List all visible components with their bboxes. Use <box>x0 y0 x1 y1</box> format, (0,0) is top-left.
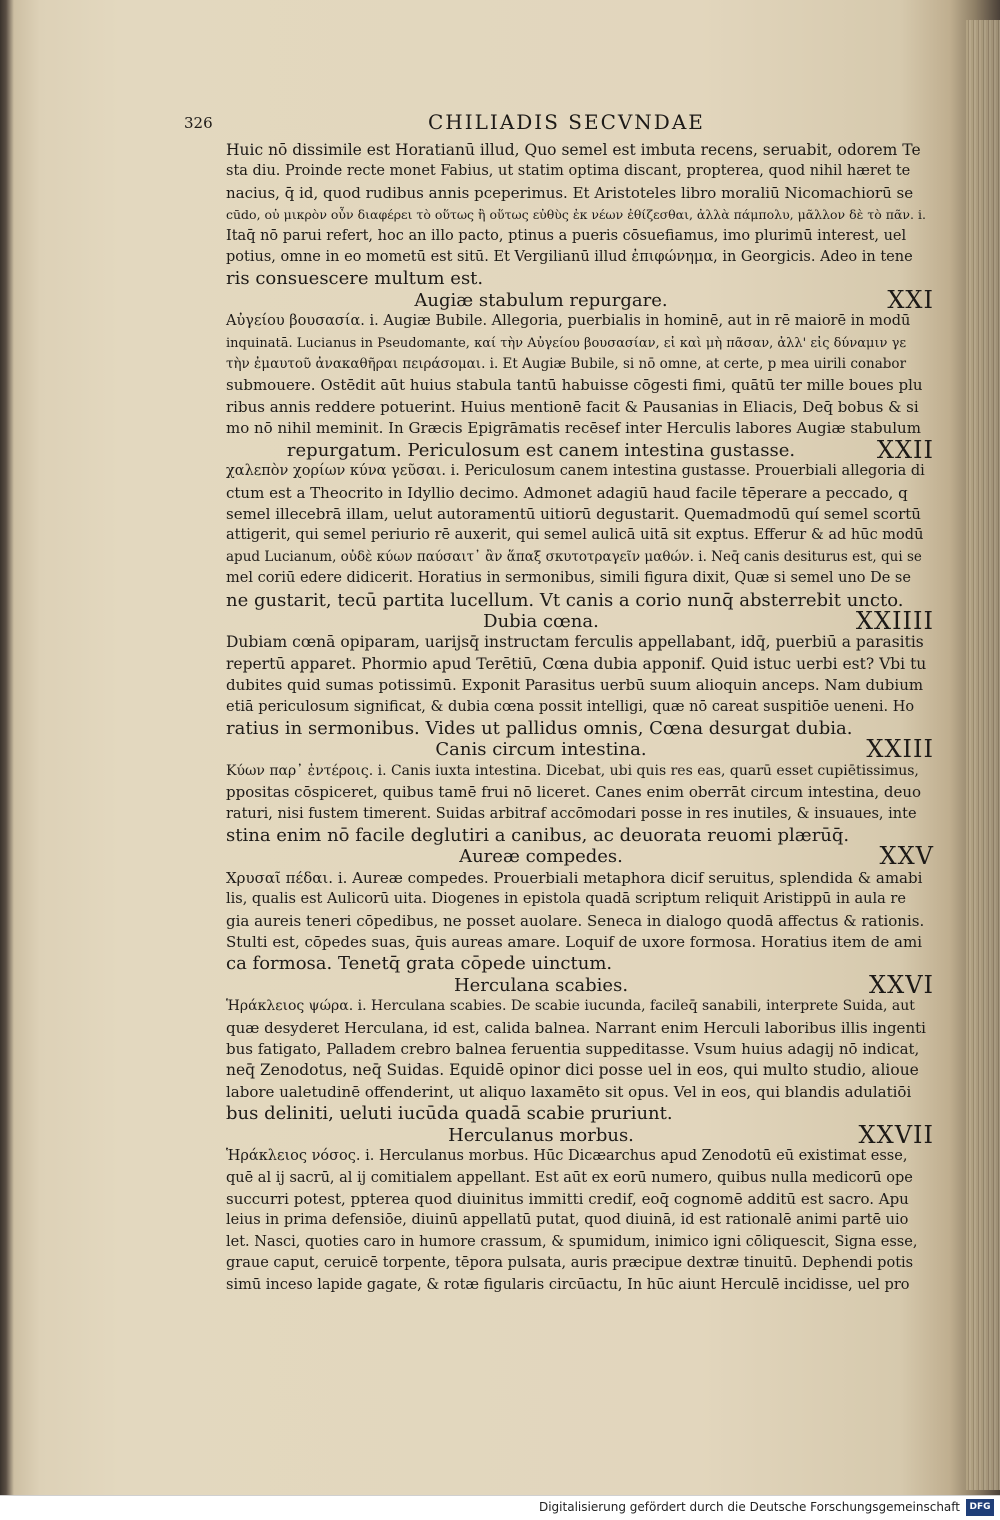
adage-heading <box>226 435 934 464</box>
dfg-logo: DFG <box>966 1499 994 1516</box>
footer-credit: Digitalisierung gefördert durch die Deutsche Forschungsgemeinschaft <box>538 1500 960 1514</box>
text-line: bus deliniti, ueluti iucūda quadā scabie pruriunt. <box>226 1103 673 1125</box>
text-line: mo nō nihil meminit. In Græcis Epigrāmatis recēsef inter Herculis labores Augiæ stabulum <box>226 419 921 438</box>
text-line: ris consuescere multum est. <box>226 268 484 290</box>
text-line: cūdo, οὐ μικρὸν οὖν διαφέρει τὸ οὕτως ἢ οὕτως εὐθὺς ἐκ νέων ἐθίζεσθαι, ἀλλὰ πάμπολυ, μᾶλλον δὲ τὸ πᾶν. i. <box>226 207 926 223</box>
adage-number: XXII <box>876 435 934 464</box>
adage-title: Herculana scabies. <box>453 974 629 996</box>
text-line: χαλεπὸν χορίων κύνα γεῦσαι. i. Periculosum canem intestina gustasse. Prouerbiali allegoria di <box>226 463 925 480</box>
text-line: mel coriū edere didicerit. Horatius in sermonibus, simili figura dixit, Quæ si semel uno De se <box>226 570 911 587</box>
footer-bar <box>0 1495 1000 1520</box>
text-line: ne gustarit, tecū partita lucellum. Vt canis a corio nunq̄ absterrebit uncto. <box>226 589 904 611</box>
paragraph <box>226 868 926 975</box>
text-line: let. Nasci, quoties caro in humore crassum, & spumidum, inimico igni cōliquescit, Signa esse, <box>226 1233 918 1250</box>
adage-number: XXVII <box>858 1120 934 1149</box>
text-line: τὴν ἐμαυτοῦ ἀνακαθῆραι πειράσομαι. i. Et Augiæ Bubile, si nō omne, at certe, p mea uirili conabor <box>226 356 907 373</box>
adage-heading <box>226 606 934 635</box>
text-line: inquinatā. Lucianus in Pseudomante, καί τὴν Αὐγείου βουσασίαν, εἰ καὶ μὴ πᾶσαν, ἀλλ' εἰς δύναμιν γε <box>226 335 907 351</box>
text-line: quæ desyderet Herculana, id est, calida balnea. Narrant enim Herculi laboribus illis ingenti <box>226 1018 926 1037</box>
paragraph <box>226 632 926 739</box>
adage-number: XXIIII <box>855 606 934 635</box>
text-line: bus fatigato, Palladem crebro balnea feruentia suppeditasse. Vsum huius adagij nō indicat, <box>226 1040 920 1059</box>
body-text <box>226 140 934 1296</box>
text-line: Κύων παρ᾽ ἐντέροις. i. Canis iuxta intestina. Dicebat, ubi quis res eas, quarū esset cupiētissimus, <box>226 762 919 779</box>
adage-heading <box>226 1120 934 1149</box>
book-leaf-edge <box>966 20 1000 1490</box>
text-line: ctum est a Theocrito in Idyllio decimo. Admonet adagiū haud facile tēperare a peccado, q <box>226 483 908 502</box>
text-line: Itaq̄ nō parui refert, hoc an illo pacto, ptinus a pueris cōsuefiamus, imo plurimū interest, uel <box>226 227 907 244</box>
text-line: Ἡράκλειος νόσος. i. Herculanus morbus. Hūc Dicæarchus apud Zenodotū eū existimat esse, <box>226 1148 908 1165</box>
running-head <box>184 100 938 140</box>
adage-number: XXVI <box>869 970 934 999</box>
adage-heading <box>226 285 934 314</box>
adage-title: Aureæ compedes. <box>459 846 623 868</box>
adage-heading <box>226 970 934 999</box>
paragraph <box>226 140 926 290</box>
text-line: raturi, nisi fustem timerent. Suidas arbitraf accōmodari posse in res inutiles, & insuaues, inte <box>226 805 917 822</box>
text-line: potius, omne in eo mometū est sitū. Et Vergilianū illud ἐπιφώνημα, in Georgicis. Adeo in tene <box>226 249 913 266</box>
text-line: etiā periculosum significat, & dubia cœna possit intelligi, quæ nō careat suspitiōe ueneni. Ho <box>226 698 915 715</box>
text-line: Dubiam cœnā opiparam, uarijsq̄ instructam ferculis appellabant, idq̄, puerbiū a parasitis <box>226 633 924 652</box>
text-line: Stulti est, cōpedes suas, q̄uis aureas amare. Loquif de uxore formosa. Horatius item de ami <box>226 933 923 952</box>
printed-page <box>184 100 938 1495</box>
text-line: ribus annis reddere potuerint. Huius mentionē facit & Pausanias in Eliacis, Deq̄ bobus & si <box>226 397 919 416</box>
text-line: dubites quid sumas potissimū. Exponit Parasitus uerbū suum alioquin anceps. Nam dubium <box>226 676 924 695</box>
text-line: graue caput, ceruicē torpente, tēpora pulsata, auris præcipue dextræ tinuitū. Dephendi potis <box>226 1255 914 1272</box>
paragraph <box>226 996 926 1124</box>
text-line: Huic nō dissimile est Horatianū illud, Quo semel est imbuta recens, seruabit, odorem Te <box>226 141 921 159</box>
text-line: labore ualetudinē offenderint, ut aliquo laxamēto sit opus. Vel in eos, qui blandis adulatiōi <box>226 1082 912 1101</box>
text-line: quē al ij sacrū, al ij comitialem appellant. Est aūt ex eorū numero, quibus nulla medicorū ope <box>226 1169 913 1186</box>
adage-title: Canis circum intestina. <box>435 739 647 761</box>
text-line: ca formosa. Tenetq̄ grata cōpede uinctum. <box>226 953 613 975</box>
text-line: leius in prima defensiōe, diuinū appellatū putat, quod diuinā, id est rationalē animi partē uio <box>226 1212 909 1229</box>
adage-number: XXI <box>887 285 934 314</box>
adage-title: repurgatum. Periculosum est canem intestina gustasse. <box>286 439 796 461</box>
adage-title: Augiæ stabulum repurgare. <box>414 289 668 311</box>
text-line: Χρυσαῖ πέδαι. i. Aureæ compedes. Prouerbiali metaphora dicif seruitus, splendida & amabi <box>226 868 923 887</box>
paragraph <box>226 311 926 439</box>
text-line: attigerit, qui semel periurio rē auxerit, qui semel aulicā uitā sit exptus. Efferur & ad hūc modū <box>226 527 924 544</box>
page-title: CHILIADIS SECVNDAE <box>428 110 705 134</box>
text-line: lis, qualis est Aulicorū uita. Diogenes in epistola quadā scriptum reliquit Aristippū in aula re <box>226 891 906 908</box>
text-line: neq̄ Zenodotus, neq̄ Suidas. Equidē opinor dici posse uel in eos, qui multo studio, alioue <box>226 1061 919 1080</box>
adage-heading <box>226 735 934 764</box>
text-line: gia aureis teneri cōpedibus, ne posset auolare. Seneca in dialogo quodā affectus & rationis. <box>226 911 925 930</box>
text-line: Ἡράκλειος ψώρα. i. Herculana scabies. De scabie iucunda, facileq̄ sanabili, interprete Suida, aut <box>226 998 915 1015</box>
text-line: ppositas cōspiceret, quibus tamē frui nō liceret. Canes enim oberrāt circum intestina, deuo <box>226 783 922 802</box>
text-line: submouere. Ostēdit aūt huius stabula tantū habuisse cōgesti fimi, quātū ter mille boues plu <box>226 376 923 395</box>
adage-heading <box>226 842 934 871</box>
adage-title: Dubia cœna. <box>483 610 599 632</box>
text-line: Αὐγείου βουσασία. i. Augiæ Bubile. Allegoria, puerbialis in hominē, aut in rē maiorē in modū <box>226 313 911 330</box>
text-line: succurri potest, ppterea quod diuinitus immitti credif, eoq̄ cognomē additū est sacro. Apu <box>226 1189 909 1208</box>
text-line: ratius in sermonibus. Vides ut pallidus omnis, Cœna desurgat dubia. <box>226 717 853 739</box>
adage-number: XXIII <box>866 735 934 764</box>
text-line: semel illecebrā illam, uelut autoramentū uitiorū degustarit. Quemadmodū quí semel scortū <box>226 504 921 523</box>
paragraph <box>226 461 926 611</box>
text-line: sta diu. Proinde recte monet Fabius, ut statim optima discant, propterea, quod nihil hæret te <box>226 163 911 180</box>
paragraph <box>226 761 926 847</box>
text-line: nacius, q̄ id, quod rudibus annis pceperimus. Et Aristoteles libro moraliū Nicomachiorū se <box>226 183 914 202</box>
adage-title: Herculanus morbus. <box>448 1124 634 1146</box>
text-line: apud Lucianum, οὐδὲ κύων παύσαιτ᾽ ἂν ἅπαξ σκυτοτραγεῖν μαθών. i. Neq̄ canis desiturus est, qui se <box>226 548 922 565</box>
text-line: simū inceso lapide gagate, & rotæ figularis circūactu, In hūc aiunt Herculē incidisse, uel pro <box>226 1276 910 1293</box>
page-number: 326 <box>184 114 213 132</box>
paragraph <box>226 1146 926 1296</box>
adage-number: XXV <box>879 842 934 871</box>
text-line: stina enim nō facile deglutiri a canibus, ac deuorata reuomi plærūq̄. <box>226 825 850 846</box>
text-line: repertū apparet. Phormio apud Terētiū, Cœna dubia apponif. Quid istuc uerbi est? Vbi tu <box>226 654 927 673</box>
